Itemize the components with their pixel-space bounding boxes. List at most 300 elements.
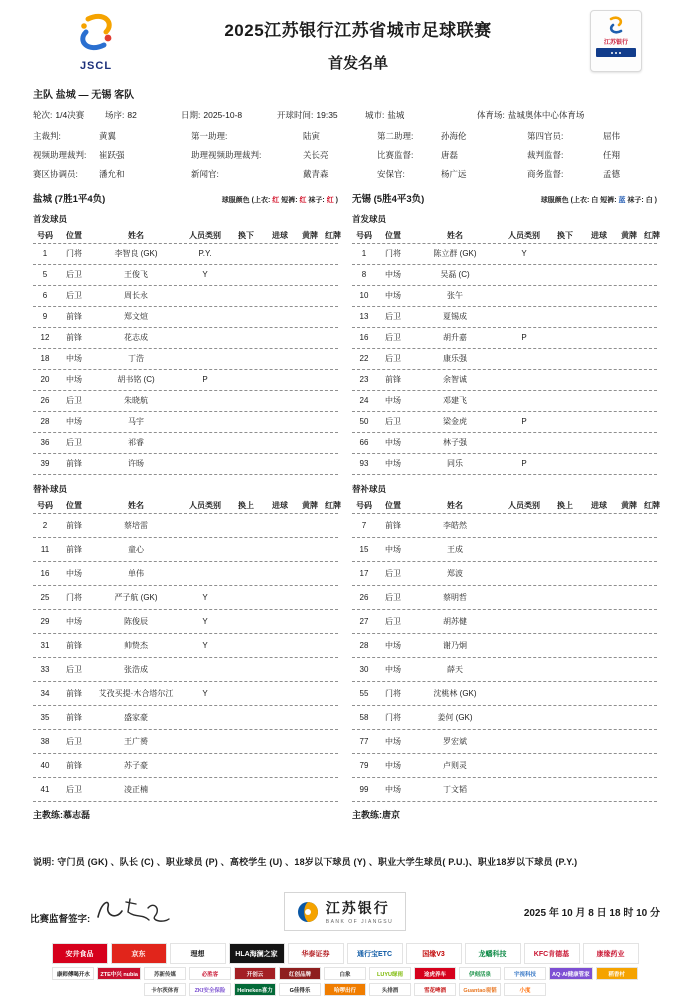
- bank-name: 江苏银行: [325, 902, 390, 917]
- player-position: 中场: [66, 568, 82, 578]
- player-number: 93: [359, 459, 369, 468]
- player-category: P: [521, 333, 527, 342]
- sponsor-logo: 哈啰出行: [324, 983, 366, 996]
- kit-part: 球服颜色 (上衣:: [221, 197, 273, 204]
- home-subs-table: [33, 498, 341, 802]
- official-name: 唐磊: [441, 150, 459, 160]
- badge-crest-icon: [606, 15, 626, 35]
- player-category: Y: [202, 270, 208, 279]
- player-name: 童心: [128, 544, 144, 554]
- column-header: 位置: [66, 500, 82, 510]
- player-number: 10: [359, 291, 369, 300]
- player-name: 马宇: [128, 417, 144, 426]
- player-name: 康乐强: [443, 354, 467, 363]
- player-number: 9: [42, 312, 48, 321]
- official-name: 孟德: [603, 169, 621, 179]
- sponsor-logo: 理想: [170, 943, 226, 964]
- player-name: 苏子豪: [124, 760, 148, 770]
- player-row: [33, 265, 338, 286]
- officials-grid: [33, 130, 657, 180]
- info-label: 体育场:: [477, 110, 505, 120]
- player-name: 卢则灵: [443, 760, 467, 770]
- away-team-name: 无锡 (5胜4平3负): [352, 194, 425, 205]
- player-name: 吴磊 (C): [440, 270, 470, 279]
- table-header-row: [33, 498, 341, 514]
- player-name: 李智良 (GK): [114, 249, 158, 258]
- player-row: [33, 454, 338, 475]
- column-header: 号码: [37, 230, 53, 240]
- player-row: [352, 433, 657, 454]
- player-row: [33, 586, 338, 610]
- home-starters-label: 首发球员: [33, 214, 68, 224]
- official-label: 裁判监督:: [527, 150, 564, 160]
- sponsor-logo: 卡尔茨体育: [144, 983, 186, 996]
- player-name: 周长永: [124, 291, 148, 300]
- sponsor-logo: 康缘药业: [583, 943, 639, 964]
- player-number: 20: [40, 375, 50, 384]
- player-row: [352, 754, 657, 778]
- column-header: 号码: [356, 500, 372, 510]
- player-position: 后卫: [66, 270, 82, 279]
- player-number: 2: [42, 520, 48, 530]
- kit-part: 短裤:: [598, 197, 619, 204]
- player-row: [33, 328, 338, 349]
- player-category: Y: [202, 640, 208, 650]
- player-name: 王成: [447, 544, 463, 554]
- player-row: [33, 682, 338, 706]
- player-number: 18: [40, 354, 50, 363]
- player-name: 郑波: [447, 568, 463, 578]
- player-name: 蔡培雷: [124, 520, 148, 530]
- match-info-item: [365, 109, 477, 121]
- player-position: 门将: [385, 249, 401, 258]
- player-number: 11: [40, 544, 50, 554]
- column-header: 黄牌: [621, 500, 637, 510]
- player-number: 26: [359, 592, 369, 602]
- print-datetime: 2025 年 10 月 8 日 18 时 10 分: [523, 908, 660, 919]
- official-label: 安保官:: [377, 169, 405, 179]
- player-row: [33, 634, 338, 658]
- player-position: 后卫: [385, 568, 401, 578]
- player-number: 13: [359, 312, 369, 321]
- player-position: 中场: [385, 396, 401, 405]
- player-number: 50: [359, 417, 369, 426]
- player-row: [352, 586, 657, 610]
- player-name: 帅贽杰: [124, 640, 148, 650]
- footer-row: [0, 892, 690, 931]
- player-row: [352, 412, 657, 433]
- column-header: 人员类别: [508, 500, 540, 510]
- player-name: 罗宏斌: [443, 736, 467, 746]
- player-position: 后卫: [385, 417, 401, 426]
- player-name: 张浩成: [124, 664, 148, 674]
- player-number: 77: [359, 736, 369, 746]
- column-header: 黄牌: [621, 230, 637, 240]
- sponsor-logo: 红创品牌: [279, 967, 321, 980]
- player-category: P: [521, 459, 527, 468]
- player-row: [352, 610, 657, 634]
- sponsor-logo: 华泰证券: [288, 943, 344, 964]
- player-number: 16: [40, 568, 50, 578]
- sponsor-logo: ZTE中兴 nubia: [97, 967, 141, 980]
- player-number: 66: [359, 438, 369, 447]
- jscl-swirl-icon: [73, 10, 119, 54]
- header: [0, 0, 690, 73]
- away-column: [352, 191, 660, 821]
- away-starters-label: 首发球员: [352, 214, 387, 224]
- kit-part: 袜子:: [625, 197, 646, 204]
- player-position: 前锋: [66, 712, 82, 722]
- official-label: 新闻官:: [191, 169, 219, 179]
- sponsor-logo: Heineken喜力: [234, 983, 276, 996]
- player-row: [352, 706, 657, 730]
- player-number: 38: [40, 736, 50, 746]
- official-label: 第四官员:: [527, 131, 564, 141]
- kit-part: ): [652, 197, 657, 204]
- official-name: 屈伟: [603, 131, 621, 141]
- player-row: [33, 610, 338, 634]
- official-name: 任翔: [603, 150, 621, 160]
- player-row: [33, 754, 338, 778]
- column-header: 位置: [385, 230, 401, 240]
- player-name: 张午: [447, 291, 463, 300]
- official-name: 关长亮: [303, 150, 329, 160]
- bank-of-jiangsu-icon: [297, 901, 319, 923]
- player-name: 盛家豪: [124, 712, 148, 722]
- player-position: 后卫: [66, 784, 82, 794]
- match-info-item: [477, 109, 657, 121]
- official-label: 比赛监督:: [377, 150, 414, 160]
- badge-strip: [596, 48, 636, 57]
- player-name: 李皓然: [443, 520, 467, 530]
- sponsor-logo: 国缘V3: [406, 943, 462, 964]
- jscl-logo: [66, 10, 126, 72]
- bank-of-jiangsu-logo: [284, 892, 407, 931]
- column-header: 姓名: [447, 500, 463, 510]
- player-number: 29: [40, 616, 50, 626]
- sponsor-logo: 安井食品: [52, 943, 108, 964]
- player-row: [352, 682, 657, 706]
- player-position: 门将: [66, 592, 82, 602]
- column-header: 换上: [557, 500, 573, 510]
- column-header: 号码: [37, 500, 53, 510]
- official-label: 商务监督:: [527, 169, 564, 179]
- info-label: 场序:: [105, 110, 125, 120]
- player-category: Y: [521, 249, 527, 258]
- player-row: [352, 328, 657, 349]
- player-number: 31: [40, 640, 50, 650]
- bank-text-block: [326, 898, 394, 925]
- player-category: Y: [202, 688, 208, 698]
- player-number: 27: [359, 616, 369, 626]
- player-position: 中场: [66, 616, 82, 626]
- player-position: 门将: [385, 712, 401, 722]
- player-name: 艾孜买提·木合塔尔江: [98, 688, 174, 698]
- away-coach: 主教练:唐京: [352, 810, 400, 820]
- kit-part: 短裤:: [279, 197, 300, 204]
- bank-logo-wrap: [245, 892, 445, 931]
- player-name: 花志成: [124, 333, 148, 342]
- column-header: 位置: [385, 500, 401, 510]
- official-name: 杨广远: [441, 169, 467, 179]
- sponsor-logo: 伊刻活泉: [459, 967, 501, 980]
- away-kit-colors: [541, 195, 657, 205]
- column-header: 进球: [272, 230, 288, 240]
- player-row: [33, 307, 338, 328]
- player-position: 中场: [385, 438, 401, 447]
- player-name: 胡书铭 (C): [117, 375, 155, 384]
- player-name: 夏锡成: [443, 312, 467, 321]
- kit-part: 红: [272, 197, 280, 204]
- player-name: 同乐: [447, 459, 463, 468]
- player-number: 15: [359, 544, 369, 554]
- player-row: [352, 538, 657, 562]
- kit-part: 红: [299, 197, 307, 204]
- player-name: 蔡明哲: [443, 592, 467, 602]
- sponsor-row: [26, 983, 664, 996]
- player-position: 后卫: [66, 664, 82, 674]
- player-number: 23: [359, 375, 369, 384]
- player-number: 79: [359, 760, 369, 770]
- player-position: 前锋: [66, 544, 82, 554]
- column-header: 人员类别: [508, 230, 540, 240]
- page-subtitle: 首发名单: [327, 55, 388, 72]
- player-position: 中场: [385, 544, 401, 554]
- player-number: 5: [42, 270, 48, 279]
- official-label: 第二助理:: [377, 131, 414, 141]
- player-position: 后卫: [66, 396, 82, 405]
- player-position: 前锋: [66, 640, 82, 650]
- player-position: 前锋: [66, 520, 82, 530]
- player-position: 前锋: [66, 760, 82, 770]
- info-label: 日期:: [181, 110, 201, 120]
- official-name: 潘允和: [99, 169, 125, 179]
- player-row: [33, 244, 338, 265]
- player-position: 前锋: [66, 688, 82, 698]
- home-team-head: [33, 191, 338, 205]
- column-header: 红牌: [325, 500, 341, 510]
- player-name: 王俊飞: [124, 270, 148, 279]
- sponsor-logo: 康师傅喝开水: [52, 967, 94, 980]
- player-name: 谢乃炯: [443, 640, 467, 650]
- home-team-name: 盐城 (7胜1平4负): [33, 194, 106, 205]
- player-position: 中场: [385, 291, 401, 300]
- sponsor-logo: HLA海澜之家: [229, 943, 285, 964]
- home-kit-colors: [222, 195, 338, 205]
- sponsor-logos: [0, 943, 690, 996]
- player-name: 严子航 (GK): [114, 592, 158, 602]
- column-header: 红牌: [644, 500, 660, 510]
- team-columns: [33, 191, 660, 821]
- table-header-row: [33, 228, 341, 244]
- sponsor-logo: ZKI安全保险: [189, 983, 231, 996]
- player-name: 许旸: [128, 459, 144, 468]
- column-header: 红牌: [325, 230, 341, 240]
- player-position: 门将: [66, 249, 82, 258]
- sponsor-logo: AQ·AI健康管家: [549, 967, 593, 980]
- player-number: 1: [361, 249, 367, 258]
- kit-part: ): [333, 197, 338, 204]
- sponsor-logo: 稻香村: [596, 967, 638, 980]
- player-position: 中场: [66, 375, 82, 384]
- sponsor-logo: 头排酒: [369, 983, 411, 996]
- sponsor-logo: LUYU绿雨: [369, 967, 411, 980]
- sponsor-logo: 小度: [504, 983, 546, 996]
- player-row: [352, 658, 657, 682]
- player-name: 丁文韬: [443, 784, 467, 794]
- match-info-item: [105, 109, 181, 121]
- player-row: [352, 730, 657, 754]
- player-row: [352, 370, 657, 391]
- column-header: 人员类别: [189, 230, 221, 240]
- player-name: 凌正楠: [124, 784, 148, 794]
- player-number: 8: [361, 270, 367, 279]
- main-content: [0, 86, 690, 868]
- player-name: 邓建飞: [443, 396, 467, 405]
- player-number: 30: [359, 664, 369, 674]
- player-row: [33, 562, 338, 586]
- player-number: 39: [40, 459, 50, 468]
- player-row: [33, 706, 338, 730]
- away-subs-label: 替补球员: [352, 484, 387, 494]
- player-name: 朱晓航: [124, 396, 148, 405]
- player-position: 前锋: [66, 312, 82, 321]
- player-category: Y: [202, 592, 208, 602]
- player-position: 中场: [385, 784, 401, 794]
- away-team-head: [352, 191, 657, 205]
- player-category: Y: [202, 616, 208, 626]
- match-info-row: [33, 109, 657, 121]
- sponsor-row: [26, 967, 664, 980]
- player-number: 22: [359, 354, 369, 363]
- away-subs-table: [352, 498, 660, 802]
- player-position: 前锋: [66, 333, 82, 342]
- player-position: 后卫: [66, 291, 82, 300]
- player-row: [33, 412, 338, 433]
- sponsor-logo: 宇视科技: [504, 967, 546, 980]
- player-position: 前锋: [385, 375, 401, 384]
- official-label: 第一助理:: [191, 131, 228, 141]
- player-number: 99: [359, 784, 369, 794]
- badge-bank-name: 江苏银行: [603, 40, 628, 46]
- player-row: [352, 634, 657, 658]
- player-row: [352, 514, 657, 538]
- sponsor-row: [26, 943, 664, 964]
- player-position: 中场: [66, 354, 82, 363]
- player-position: 后卫: [66, 438, 82, 447]
- player-position: 前锋: [385, 520, 401, 530]
- player-row: [33, 433, 338, 454]
- player-name: 胡苏健: [443, 616, 467, 626]
- player-row: [33, 286, 338, 307]
- bank-sub: BANK OF JIANGSU: [325, 919, 394, 925]
- player-row: [352, 265, 657, 286]
- column-header: 姓名: [447, 230, 463, 240]
- official-name: 孙海伦: [441, 131, 467, 141]
- info-value: 82: [127, 110, 137, 120]
- kit-part: 白: [645, 197, 653, 204]
- player-row: [352, 562, 657, 586]
- sponsor-logo: G佳得乐: [279, 983, 321, 996]
- handwritten-signature: [90, 893, 170, 931]
- player-name: 单伟: [128, 568, 144, 578]
- player-name: 胡升嘉: [443, 333, 467, 342]
- match-info-item: [277, 109, 365, 121]
- player-name: 祁睿: [128, 438, 144, 447]
- player-number: 33: [40, 664, 50, 674]
- info-value: 盐城: [387, 110, 405, 120]
- player-number: 1: [42, 249, 48, 258]
- column-header: 换下: [238, 230, 254, 240]
- column-header: 换上: [238, 500, 254, 510]
- player-position: 后卫: [385, 312, 401, 321]
- player-number: 26: [40, 396, 50, 405]
- column-header: 位置: [66, 230, 82, 240]
- player-position: 中场: [385, 640, 401, 650]
- info-value: 盐城奥体中心体育场: [507, 110, 585, 120]
- home-starters-table: [33, 228, 341, 475]
- player-number: 7: [361, 520, 367, 530]
- player-position: 中场: [385, 664, 401, 674]
- player-number: 40: [40, 760, 50, 770]
- player-name: 陈俊辰: [124, 616, 148, 626]
- player-number: 6: [42, 291, 48, 300]
- player-number: 41: [40, 784, 50, 794]
- player-name: 余智诚: [443, 375, 467, 384]
- home-column: [33, 191, 341, 821]
- player-position: 前锋: [66, 459, 82, 468]
- sponsor-logo: 龙蟠科技: [465, 943, 521, 964]
- player-name: 郑文煊: [124, 312, 148, 321]
- column-header: 红牌: [644, 230, 660, 240]
- player-position: 中场: [385, 270, 401, 279]
- kit-part: 袜子:: [306, 197, 327, 204]
- player-number: 16: [359, 333, 369, 342]
- player-position: 后卫: [66, 736, 82, 746]
- player-name: 丁浩: [128, 354, 144, 363]
- player-position: 中场: [385, 459, 401, 468]
- home-subs-label: 替补球员: [33, 484, 68, 494]
- signature-block: [30, 893, 245, 931]
- title-block: [126, 10, 590, 73]
- player-position: 中场: [385, 760, 401, 770]
- info-value: 19:35: [316, 110, 338, 120]
- match-info-item: [33, 109, 105, 121]
- sponsor-logo: Guantao观韬: [459, 983, 501, 996]
- player-row: [33, 349, 338, 370]
- player-name: 沈桃林 (GK): [433, 688, 477, 698]
- column-header: 进球: [591, 500, 607, 510]
- column-header: 人员类别: [189, 500, 221, 510]
- player-row: [352, 307, 657, 328]
- table-header-row: [352, 228, 660, 244]
- player-number: 24: [359, 396, 369, 405]
- official-name: 陆寅: [303, 131, 321, 141]
- match-info-item: [181, 109, 277, 121]
- player-row: [33, 391, 338, 412]
- kit-part: 白: [591, 197, 599, 204]
- player-number: 17: [359, 568, 369, 578]
- sponsor-logo: 雪花啤酒: [414, 983, 456, 996]
- player-row: [33, 658, 338, 682]
- kit-part: 球服颜色 (上衣:: [540, 197, 592, 204]
- player-row: [33, 730, 338, 754]
- official-label: 赛区协调员:: [33, 169, 78, 179]
- player-position: 后卫: [385, 592, 401, 602]
- player-number: 35: [40, 712, 50, 722]
- player-position: 后卫: [385, 333, 401, 342]
- home-coach: 主教练:慕志磊: [33, 810, 90, 820]
